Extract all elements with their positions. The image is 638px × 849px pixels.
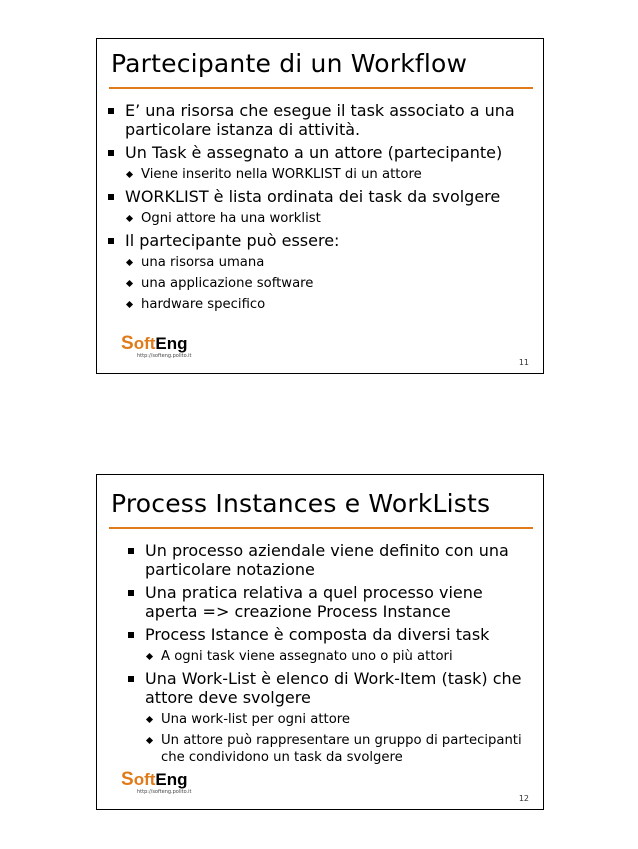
sub-bullet-item xyxy=(107,296,519,313)
sub-bullet-item xyxy=(107,210,519,227)
bullet-text: Un Task è assegnato a un attore (partecipante) xyxy=(125,143,503,162)
diamond-bullet-icon xyxy=(126,215,133,222)
sub-bullet-text: Ogni attore ha una worklist xyxy=(141,211,321,226)
page-number: 12 xyxy=(518,794,529,803)
bullet-text: Process Istance è composta da diversi task xyxy=(145,625,490,644)
square-bullet-icon xyxy=(128,632,134,638)
logo-eng: Eng xyxy=(155,770,188,789)
bullet-text: Un processo aziendale viene definito con una particolare notazione xyxy=(145,541,509,579)
sub-bullet-text: Una work-list per ogni attore xyxy=(161,712,351,727)
bullet-item xyxy=(107,101,519,139)
square-bullet-icon xyxy=(108,108,114,114)
bullet-item xyxy=(127,541,527,579)
sub-bullet-item xyxy=(127,648,527,665)
logo-letter-s: S xyxy=(121,333,134,354)
bullet-text: Una pratica relativa a quel processo viene aperta => creazione Process Instance xyxy=(145,583,483,621)
logo-eng: Eng xyxy=(155,334,188,353)
bullet-text: WORKLIST è lista ordinata dei task da svolgere xyxy=(125,187,501,206)
diamond-bullet-icon xyxy=(126,301,133,308)
bullet-text: E’ una risorsa che esegue il task associato a una particolare istanza di attività. xyxy=(125,101,515,139)
logo-oft: oft xyxy=(133,334,156,353)
softeng-logo xyxy=(121,771,221,797)
square-bullet-icon xyxy=(108,150,114,156)
page-number: 11 xyxy=(518,358,529,367)
bullet-text: Il partecipante può essere: xyxy=(125,231,340,250)
sub-bullet-text: una applicazione software xyxy=(141,276,314,291)
sub-bullet-item xyxy=(127,732,527,766)
diamond-bullet-icon xyxy=(126,259,133,266)
sub-bullet-item xyxy=(107,275,519,292)
square-bullet-icon xyxy=(128,590,134,596)
sub-bullet-text: una risorsa umana xyxy=(141,255,265,270)
bullet-item xyxy=(107,187,519,206)
sub-bullet-text: Viene inserito nella WORKLIST di un attore xyxy=(141,167,422,182)
bullet-item xyxy=(127,583,527,621)
bullet-text: Una Work-List è elenco di Work-Item (task) che attore deve svolgere xyxy=(145,669,522,707)
sub-bullet-text: hardware specifico xyxy=(141,297,266,312)
logo-letter-s: S xyxy=(121,769,134,790)
diamond-bullet-icon xyxy=(146,737,153,744)
sub-bullet-item xyxy=(107,254,519,271)
square-bullet-icon xyxy=(128,676,134,682)
softeng-logo xyxy=(121,335,221,361)
slide-title: Partecipante di un Workflow xyxy=(111,49,468,78)
slide-title: Process Instances e WorkLists xyxy=(111,489,491,518)
slide-11 xyxy=(96,38,544,374)
logo-oft: oft xyxy=(133,770,156,789)
sub-bullet-text: A ogni task viene assegnato uno o più attori xyxy=(161,649,453,664)
slide-12 xyxy=(96,474,544,810)
bullet-item xyxy=(107,143,519,162)
bullet-item xyxy=(127,625,527,644)
diamond-bullet-icon xyxy=(146,653,153,660)
diamond-bullet-icon xyxy=(126,171,133,178)
square-bullet-icon xyxy=(108,194,114,200)
logo-url: http://softeng.polito.it xyxy=(137,789,192,795)
diamond-bullet-icon xyxy=(126,280,133,287)
sub-bullet-text: Un attore può rappresentare un gruppo di partecipanti che condividono un task da svolgere xyxy=(161,733,522,765)
diamond-bullet-icon xyxy=(146,716,153,723)
bullet-item xyxy=(127,669,527,707)
title-underline xyxy=(109,527,533,529)
logo-url: http://softeng.polito.it xyxy=(137,353,192,359)
square-bullet-icon xyxy=(108,238,114,244)
bullet-item xyxy=(107,231,519,250)
sub-bullet-item xyxy=(107,166,519,183)
title-underline xyxy=(109,87,533,89)
square-bullet-icon xyxy=(128,548,134,554)
sub-bullet-item xyxy=(127,711,527,728)
